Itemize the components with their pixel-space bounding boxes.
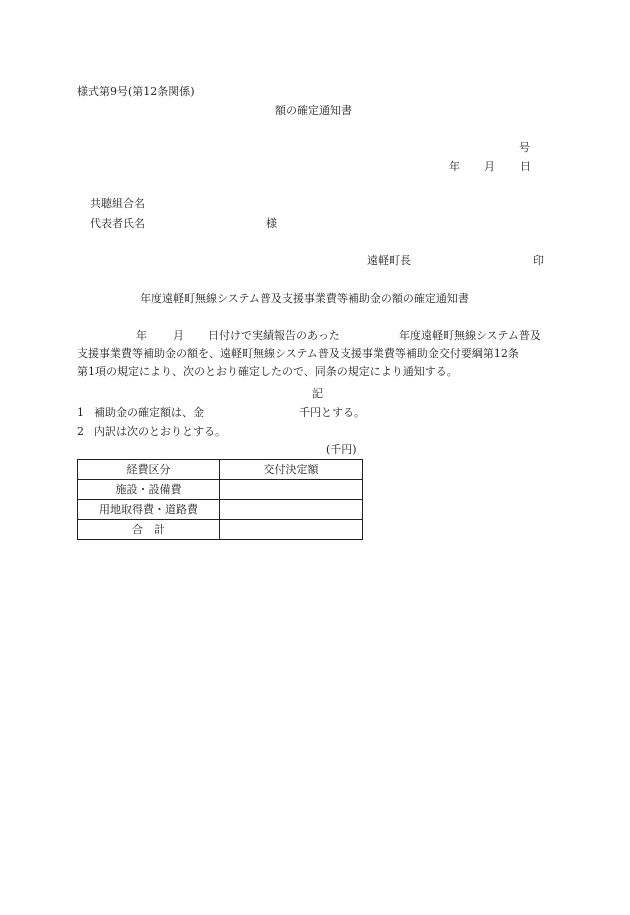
body-paragraph [77, 345, 562, 381]
row-amount [220, 520, 363, 540]
item-2-text: 内訳は次のとおりとする。 [94, 425, 226, 438]
body-report-text: 日付けで実績報告のあった [208, 329, 340, 342]
sender-title: 遠軽町長 [367, 254, 411, 267]
document-title: 額の確定通知書 [275, 104, 352, 117]
representative-name-label: 代表者氏名 [90, 217, 145, 230]
row-category: 合 計 [78, 520, 220, 540]
record-mark: 記 [312, 387, 323, 400]
date-day-label: 日 [520, 160, 531, 173]
header-category: 経費区分 [78, 460, 220, 480]
body-line-3: 第1項の規定により、次のとおり確定したので、同条の規定により通知する。 [77, 365, 458, 378]
item-1-tail: 千円とする。 [299, 406, 365, 419]
table-row-total [78, 520, 363, 540]
table-header-row [78, 460, 363, 480]
association-name-label: 共聴組合名 [90, 197, 145, 210]
date-year-label: 年 [449, 160, 460, 173]
notice-subject: 年度遠軽町無線システム普及支援事業費等補助金の額の確定通知書 [140, 292, 469, 305]
item-1-number: 1 [77, 406, 84, 419]
seal-mark: 印 [533, 254, 544, 267]
header-amount: 交付決定額 [220, 460, 363, 480]
row-category: 施設・設備費 [78, 480, 220, 500]
form-number: 様式第9号(第12条関係) [77, 85, 195, 98]
body-fiscal-year-text: 年度遠軽町無線システム普及 [399, 329, 541, 342]
date-month-label: 月 [484, 160, 495, 173]
table-unit: (千円) [326, 443, 357, 456]
row-amount [220, 480, 363, 500]
document-number-label: 号 [519, 141, 530, 154]
honorific: 様 [266, 217, 277, 230]
body-year: 年 [136, 329, 147, 342]
item-1-text: 補助金の確定額は、金 [94, 406, 204, 419]
item-2-number: 2 [77, 425, 84, 438]
expense-table [77, 459, 363, 540]
table-row [78, 500, 363, 520]
body-month: 月 [173, 329, 184, 342]
row-category: 用地取得費・道路費 [78, 500, 220, 520]
row-amount [220, 500, 363, 520]
body-line-2: 支援事業費等補助金の額を、遠軽町無線システム普及支援事業費等補助金交付要綱第12条 [77, 347, 519, 360]
table-row [78, 480, 363, 500]
